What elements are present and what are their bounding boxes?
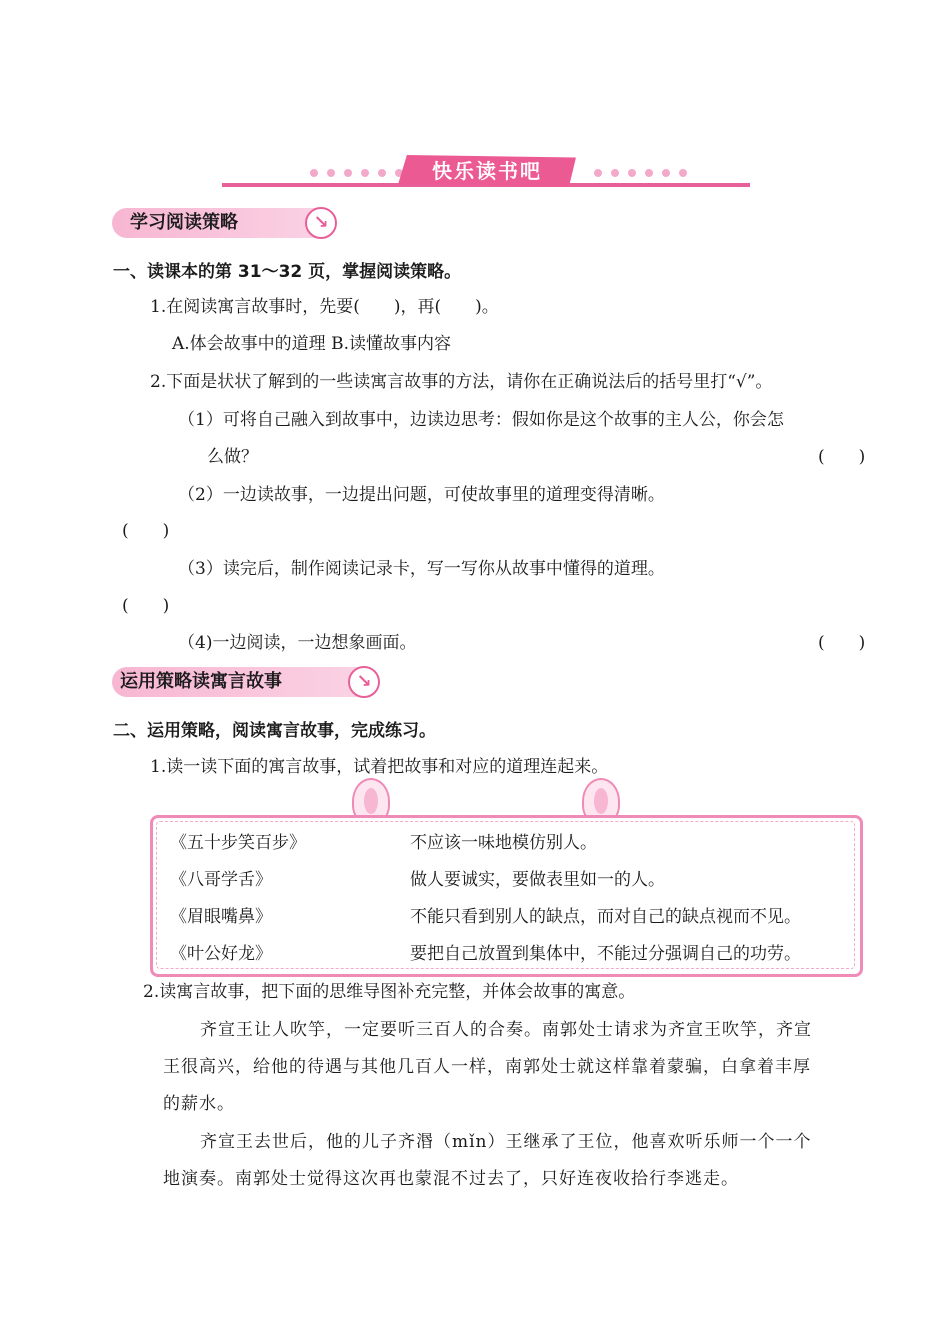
statement-3: （3）读完后，制作阅读记录卡，写一写你从故事中懂得的道理。 — [178, 559, 665, 579]
passage-line: 王很高兴，给他的待遇与其他几百人一样，南郭处士就这样靠着蒙骗，白拿着丰厚 — [163, 1057, 811, 1077]
question-two-title: 二、运用策略，阅读寓言故事，完成练习。 — [113, 721, 436, 741]
answer-bracket-3[interactable]: ( ) — [122, 596, 170, 616]
statement-4: （4)一边阅读，一边想象画面。 — [178, 633, 417, 653]
moral-item[interactable]: 做人要诚实，要做表里如一的人。 — [410, 870, 665, 890]
banner-title: 快乐读书吧 — [432, 159, 542, 183]
moral-item[interactable]: 要把自己放置到集体中，不能过分强调自己的功劳。 — [410, 944, 801, 964]
banner-dots-left — [310, 169, 403, 177]
story-item[interactable]: 《眉眼嘴鼻》 — [170, 907, 272, 927]
statement-2: （2）一边读故事，一边提出问题，可使故事里的道理变得清晰。 — [178, 485, 665, 505]
passage-line: 齐宣王去世后，他的儿子齐湣（mǐn）王继承了王位，他喜欢听乐师一个一个 — [200, 1132, 812, 1152]
passage-line: 的薪水。 — [163, 1094, 235, 1114]
moral-item[interactable]: 不应该一味地模仿别人。 — [410, 833, 597, 853]
statement-1-line1: （1）可将自己融入到故事中，边读边思考：假如你是这个故事的主人公，你会怎 — [178, 410, 784, 430]
story-item[interactable]: 《叶公好龙》 — [170, 944, 272, 964]
question-two-item-2: 2.读寓言故事，把下面的思维导图补充完整，并体会故事的寓意。 — [143, 982, 636, 1002]
answer-bracket-1[interactable]: ( ) — [818, 447, 866, 467]
passage-line: 地演奏。南郭处士觉得这次再也蒙混不过去了，只好连夜收拾行李逃走。 — [163, 1169, 739, 1189]
question-item-1: 1.在阅读寓言故事时，先要( )，再( )。 — [150, 297, 499, 317]
passage-line: 齐宣王让人吹竽，一定要听三百人的合奏。南郭处士请求为齐宣王吹竽，齐宣 — [200, 1020, 812, 1040]
question-two-item-1: 1.读一读下面的寓言故事，试着把故事和对应的道理连起来。 — [150, 757, 609, 777]
question-one-title: 一、读课本的第 31～32 页，掌握阅读策略。 — [113, 262, 462, 282]
section-header-strategy: 学习阅读策略 — [130, 212, 238, 233]
statement-1-line2: 么做？ — [207, 447, 258, 467]
story-item[interactable]: 《五十步笑百步》 — [170, 833, 306, 853]
answer-bracket-4[interactable]: ( ) — [818, 633, 866, 653]
story-item[interactable]: 《八哥学舌》 — [170, 870, 272, 890]
arrow-down-right-icon: ↘ — [305, 207, 337, 239]
moral-item[interactable]: 不能只看到别人的缺点，而对自己的缺点视而不见。 — [410, 907, 801, 927]
banner-dots-right — [594, 169, 687, 177]
question-item-2: 2.下面是状状了解到的一些读寓言故事的方法，请你在正确说法后的括号里打“√”。 — [150, 372, 773, 392]
question-item-1-options: A.体会故事中的道理 B.读懂故事内容 — [172, 334, 451, 354]
section-header-apply: 运用策略读寓言故事 — [120, 671, 282, 692]
answer-bracket-2[interactable]: ( ) — [122, 521, 170, 541]
arrow-down-right-icon: ↘ — [348, 666, 380, 698]
